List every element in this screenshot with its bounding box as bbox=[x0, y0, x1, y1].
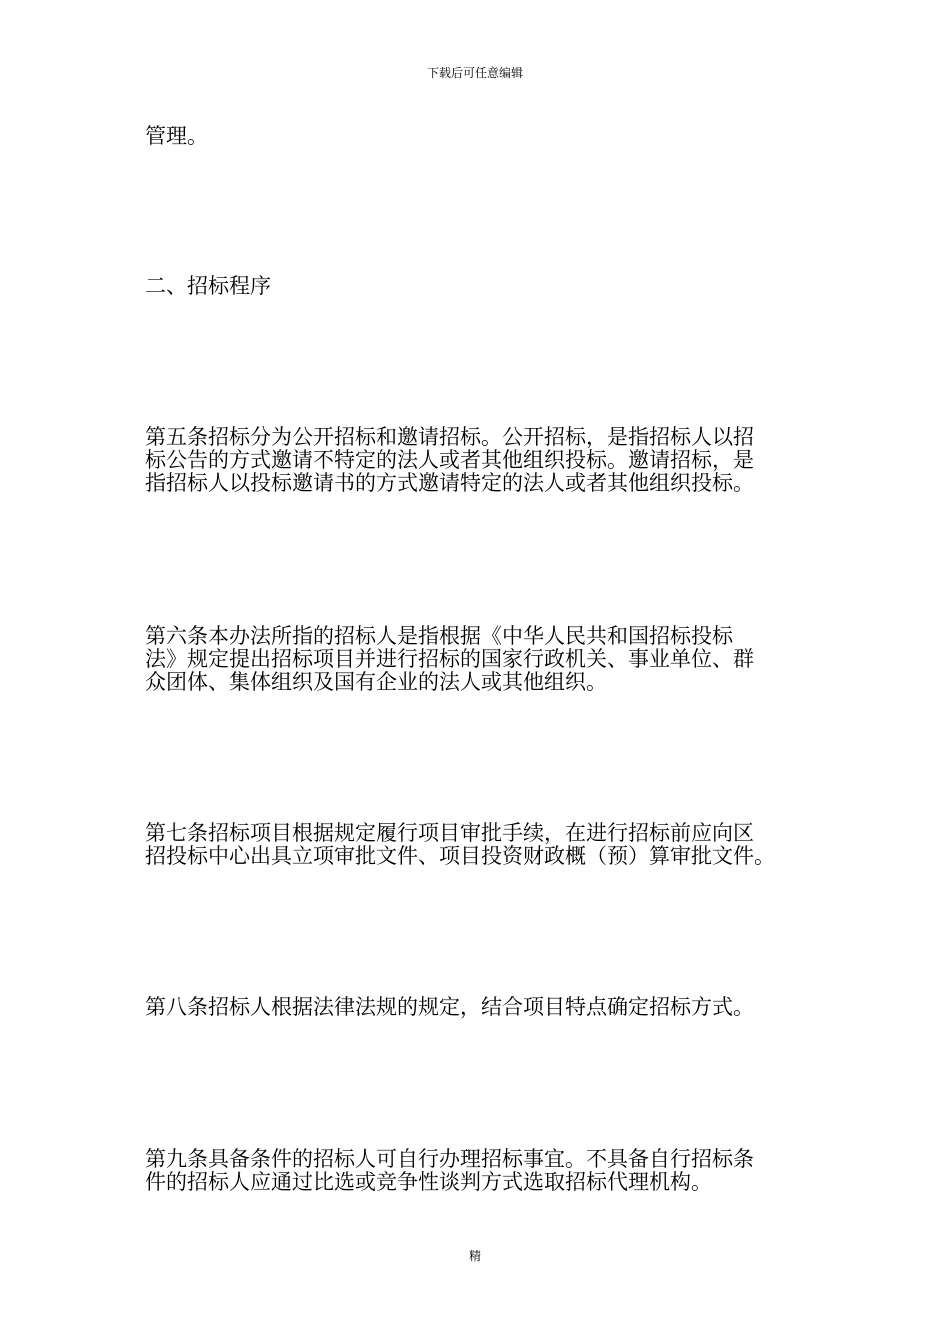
header-note: 下载后可任意编辑 bbox=[426, 66, 523, 80]
article-7: 第七条招标项目根据规定履行项目审批手续，在进行招标前应向区 招投标中心出具立项审批文件、项目投资财政概（预）算审批文件。 bbox=[145, 821, 775, 868]
article-9: 第九条具备条件的招标人可自行办理招标事宜。不具备自行招标条 件的招标人应通过比选或竞争性谈判方式选取招标代理机构。 bbox=[145, 1147, 754, 1194]
footer-note: 精 bbox=[468, 1249, 481, 1263]
article-8: 第八条招标人根据法律法规的规定，结合项目特点确定招标方式。 bbox=[145, 995, 754, 1019]
section-heading: 二、招标程序 bbox=[145, 274, 271, 298]
text-management: 管理。 bbox=[145, 124, 208, 148]
article-5: 第五条招标分为公开招标和邀请招标。公开招标，是指招标人以招 标公告的方式邀请不特定的法人或者其他组织投标。邀请招标，是 指招标人以投标邀请书的方式邀请特定的法人或者其他组织投标。 bbox=[145, 425, 754, 495]
article-6: 第六条本办法所指的招标人是指根据《中华人民共和国招标投标 法》规定提出招标项目并进行招标的国家行政机关、事业单位、群 众团体、集体组织及国有企业的法人或其他组织。 bbox=[145, 624, 754, 694]
